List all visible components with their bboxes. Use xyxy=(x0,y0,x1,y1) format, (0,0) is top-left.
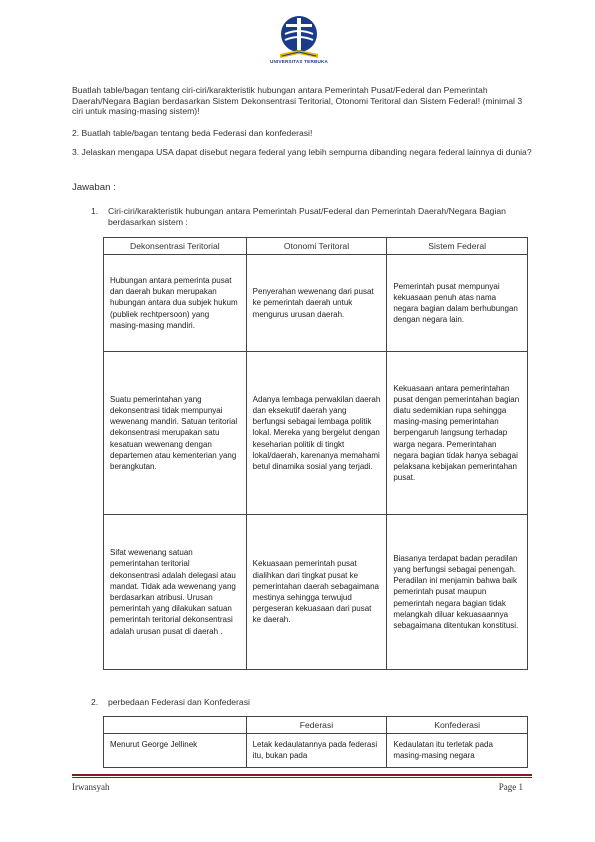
footer-divider xyxy=(72,774,532,776)
footer-divider-thin xyxy=(72,777,532,778)
table-cell: Kedaulatan itu terletak pada masing-masing negara xyxy=(387,734,528,768)
header-empty xyxy=(104,717,247,734)
question-3: 3. Jelaskan mengapa USA dapat disebut negara federal yang lebih sempurna dibanding negara federal lainnya di dunia? xyxy=(72,147,532,157)
header-konfederasi: Konfederasi xyxy=(387,717,528,734)
table-row xyxy=(104,255,528,352)
table-header-row xyxy=(104,717,528,734)
item-2-text: perbedaan Federasi dan Konfederasi xyxy=(108,697,250,707)
university-name: UNIVERSITAS TERBUKA xyxy=(269,59,329,64)
item-2-number: 2. xyxy=(91,697,99,707)
table-cell: Kekuasaan pemerintah pusat dialihkan dari tingkat pusat ke pemerintahan daerah sebagaimana mestinya sehingga terwujud pergeseran kekuasaan dari pusat ke daerah. xyxy=(246,515,387,670)
question-1: Buatlah table/bagan tentang ciri-ciri/karakteristik hubungan antara Pemerintah Pusat/Federal dan Pemerintah Daerah/Negara Bagian berdasarkan Sistem Dekonsentrasi Teritorial, Otonomi Teritoral dan Sistem Federal! (minimal 3 ciri untuk masing-masing sistem)! xyxy=(72,85,523,117)
table-cell: Adanya lembaga perwakilan daerah dan eksekutif daerah yang berfungsi sebagai lembaga politik lokal. Mereka yang bergelut dengan keseharian politik di tingkt lokal/daerah, karenanya memahami betul dinamika sosial yang terjadi. xyxy=(246,352,387,515)
table-header-row xyxy=(104,238,528,255)
question-2: 2. Buatlah table/bagan tentang beda Federasi dan konfederasi! xyxy=(72,128,313,138)
table-row xyxy=(104,515,528,670)
item-1-number: 1. xyxy=(91,206,99,216)
table-cell: Pemerintah pusat mempunyai kekuasaan penuh atas nama negara bagian dalam berhubungan dengan negara lain. xyxy=(387,255,528,352)
table-federation-vs-confederation xyxy=(103,716,528,768)
header-otonomi: Otonomi Teritoral xyxy=(246,238,387,255)
table-cell: Biasanya terdapat badan peradilan yang berfungsi sebagai penengah. Peradilan ini menjamin bahwa baik pemerintah pusat maupun pemerintah negara bagian tidak melangkah diluar kekuasaannya sebagaimana ditentukan konstitusi. xyxy=(387,515,528,670)
table-cell: Penyerahan wewenang dari pusat ke pemerintah daerah untuk mengurus urusan daerah. xyxy=(246,255,387,352)
table-row xyxy=(104,734,528,768)
table-cell: Menurut George Jellinek xyxy=(104,734,247,768)
item-1-text: Ciri-ciri/karakteristik hubungan antara Pemerintah Pusat/Federal dan Pemerintah Daerah/Negara Bagian berdasarkan sistem : xyxy=(108,206,506,227)
header-federasi: Federasi xyxy=(246,717,387,734)
table-row xyxy=(104,352,528,515)
header-dekonsentrasi: Dekonsentrasi Teritorial xyxy=(104,238,247,255)
table-cell: Suatu pemerintahan yang dekonsentrasi tidak mempunyai wewenang mandiri. Satuan teritorial dekonsentrasi merupakan satu kesatuan wewenang dengan departemen atau kementerian yang berangkutan. xyxy=(104,352,247,515)
footer-page-number: Page 1 xyxy=(498,782,523,792)
footer-author: Irwansyah xyxy=(72,782,110,792)
table-cell: Kekuasaan antara pemerintahan pusat dengan pemerintahan bagian diatu sedemikian rupa sehingga masing-masing pemerintahan berpengaruh langsung terhadap warga negara. Pemerintahan negara bagian tidak hanya sebagai pelaksana kebijakan pemerintahan pusat. xyxy=(387,352,528,515)
table-cell: Hubungan antara pemerinta pusat dan daerah bukan merupakan hubungan antara dua subjek hukum (publiek rechtpersoon) yang masing-masing mandiri. xyxy=(104,255,247,352)
table-cell: Sifat wewenang satuan pemerintahan teritorial dekonsentrasi adalah delegasi atau mandat. Tidak ada wewenang yang berdasarkan atribusi. Urusan pemerintah yang dilakukan satuan pemerintah teritorial dekonsentrasi adalah urusan pusat di daerah . xyxy=(104,515,247,670)
table-system-characteristics xyxy=(103,237,528,670)
table-cell: Letak kedaulatannya pada federasi itu, bukan pada xyxy=(246,734,387,768)
answer-label: Jawaban : xyxy=(72,182,116,193)
header-federal: Sistem Federal xyxy=(387,238,528,255)
